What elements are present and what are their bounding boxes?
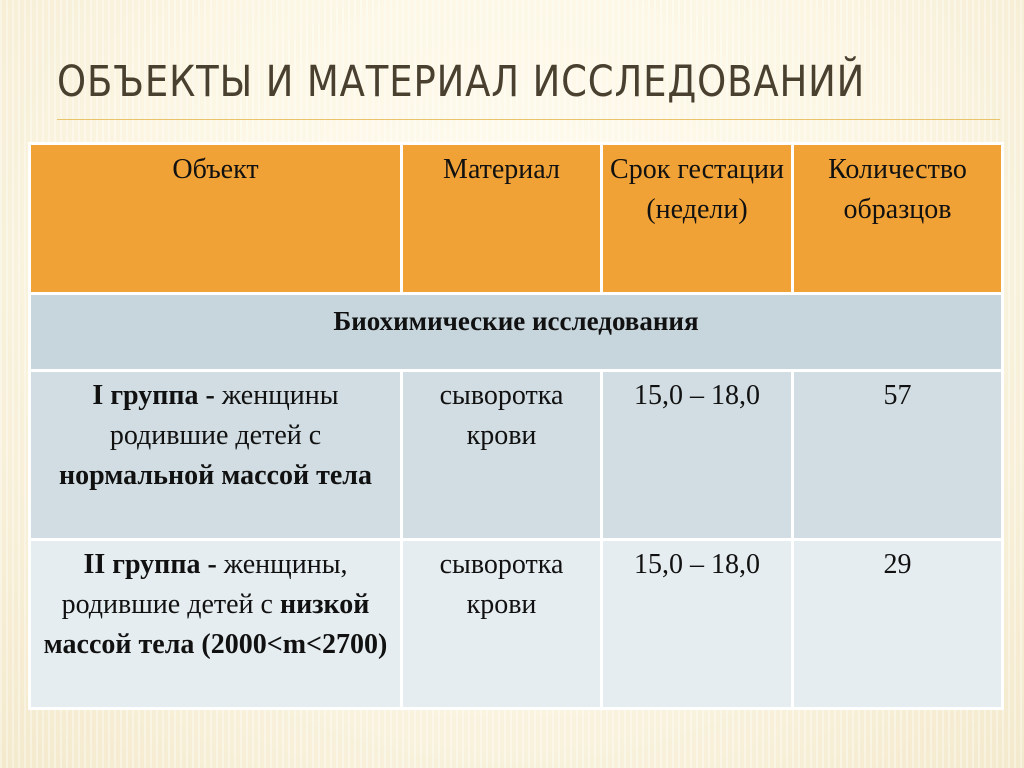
cell-gestation: 15,0 – 18,0 <box>602 540 793 709</box>
header-gestation: Срок гестации (недели) <box>602 144 793 294</box>
research-table <box>28 142 1004 710</box>
section-title: Биохимические исследования <box>30 294 1003 371</box>
cell-object <box>30 371 402 540</box>
header-sample-count: Количество образцов <box>793 144 1003 294</box>
slide-title: ОБЪЕКТЫ И МАТЕРИАЛ ИССЛЕДОВАНИЙ <box>57 57 866 107</box>
group-label: I группа - <box>92 380 222 411</box>
cell-sample-count: 57 <box>793 371 1003 540</box>
cell-material: сыворотка крови <box>402 371 602 540</box>
title-divider <box>57 119 1000 120</box>
table-row <box>30 540 1003 709</box>
cell-sample-count: 29 <box>793 540 1003 709</box>
table-section-row <box>30 294 1003 371</box>
table-header-row <box>30 144 1003 294</box>
header-material: Материал <box>402 144 602 294</box>
group-label: II группа - <box>83 549 224 580</box>
group-description-emphasis: низкой массой тела (2000<m<2700) <box>43 589 388 660</box>
table-row <box>30 371 1003 540</box>
header-object: Объект <box>30 144 402 294</box>
group-description: женщины родившие детей с <box>109 380 339 451</box>
group-description: женщины, родившие детей с <box>61 549 348 620</box>
cell-gestation: 15,0 – 18,0 <box>602 371 793 540</box>
group-description-emphasis: нормальной массой тела <box>59 460 372 491</box>
cell-material: сыворотка крови <box>402 540 602 709</box>
cell-object <box>30 540 402 709</box>
